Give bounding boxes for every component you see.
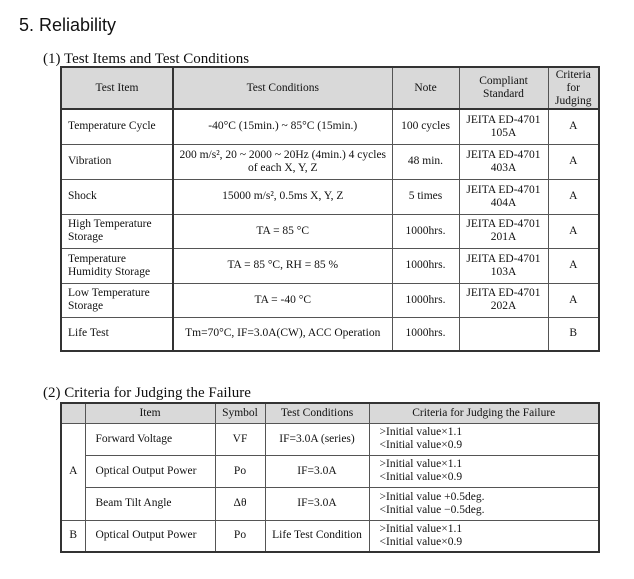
header-compliant-standard: Compliant Standard bbox=[459, 67, 548, 109]
table-row bbox=[61, 455, 599, 487]
compliant-standard: JEITA ED-4701 404A bbox=[459, 179, 548, 214]
test-condition: TA = 85 °C bbox=[173, 214, 392, 248]
table-row bbox=[61, 144, 599, 179]
criteria-symbol: VF bbox=[215, 423, 265, 455]
criteria-table bbox=[60, 402, 600, 553]
test-item: Temperature Humidity Storage bbox=[61, 248, 173, 283]
criteria-item: Optical Output Power bbox=[85, 520, 215, 552]
criteria-limits bbox=[369, 455, 599, 487]
subsection-title-criteria: (2) Criteria for Judging the Failure bbox=[43, 385, 251, 401]
criteria-code: A bbox=[548, 144, 599, 179]
test-condition: 15000 m/s², 0.5ms X, Y, Z bbox=[173, 179, 392, 214]
criteria-condition: IF=3.0A (series) bbox=[265, 423, 369, 455]
criteria-condition: Life Test Condition bbox=[265, 520, 369, 552]
compliant-standard: JEITA ED-4701 403A bbox=[459, 144, 548, 179]
criteria-condition: IF=3.0A bbox=[265, 455, 369, 487]
table-row bbox=[61, 423, 599, 455]
lower-limit: <Initial value×0.9 bbox=[379, 439, 463, 451]
header-test-item: Test Item bbox=[61, 67, 173, 109]
upper-limit: >Initial value×1.1 bbox=[379, 458, 463, 470]
test-item: Temperature Cycle bbox=[61, 109, 173, 144]
table-row bbox=[61, 520, 599, 552]
test-items-table bbox=[60, 66, 600, 352]
header-symbol: Symbol bbox=[215, 403, 265, 423]
test-condition: -40°C (15min.) ~ 85°C (15min.) bbox=[173, 109, 392, 144]
header-item: Item bbox=[85, 403, 215, 423]
test-condition: TA = 85 °C, RH = 85 % bbox=[173, 248, 392, 283]
criteria-symbol: Po bbox=[215, 455, 265, 487]
test-condition: Tm=70°C, IF=3.0A(CW), ACC Operation bbox=[173, 317, 392, 351]
lower-limit: <Initial value −0.5deg. bbox=[379, 503, 485, 516]
table-row bbox=[61, 283, 599, 317]
header-criteria: Criteria for Judging bbox=[548, 67, 599, 109]
criteria-limits bbox=[369, 520, 599, 552]
group-label: A bbox=[61, 423, 85, 520]
criteria-item: Optical Output Power bbox=[85, 455, 215, 487]
criteria-code: A bbox=[548, 179, 599, 214]
criteria-code: B bbox=[548, 317, 599, 351]
compliant-standard: JEITA ED-4701 105A bbox=[459, 109, 548, 144]
test-item: Low Temperature Storage bbox=[61, 283, 173, 317]
test-note: 1000hrs. bbox=[392, 283, 459, 317]
criteria-item: Beam Tilt Angle bbox=[85, 487, 215, 520]
test-note: 5 times bbox=[392, 179, 459, 214]
compliant-standard: JEITA ED-4701 202A bbox=[459, 283, 548, 317]
test-item: High Temperature Storage bbox=[61, 214, 173, 248]
test-note: 1000hrs. bbox=[392, 248, 459, 283]
table-row bbox=[61, 487, 599, 520]
test-condition: 200 m/s², 20 ~ 2000 ~ 20Hz (4min.) 4 cycles of each X, Y, Z bbox=[173, 144, 392, 179]
test-item: Shock bbox=[61, 179, 173, 214]
test-item: Vibration bbox=[61, 144, 173, 179]
criteria-symbol: Δθ bbox=[215, 487, 265, 520]
criteria-symbol: Po bbox=[215, 520, 265, 552]
table-row bbox=[61, 317, 599, 351]
test-note: 1000hrs. bbox=[392, 317, 459, 351]
header-test-conditions: Test Conditions bbox=[265, 403, 369, 423]
test-note: 1000hrs. bbox=[392, 214, 459, 248]
criteria-code: A bbox=[548, 214, 599, 248]
compliant-standard bbox=[459, 317, 548, 351]
header-criteria: Criteria for Judging the Failure bbox=[369, 403, 599, 423]
criteria-item: Forward Voltage bbox=[85, 423, 215, 455]
criteria-condition: IF=3.0A bbox=[265, 487, 369, 520]
lower-limit: <Initial value×0.9 bbox=[379, 471, 463, 483]
compliant-standard: JEITA ED-4701 201A bbox=[459, 214, 548, 248]
compliant-standard: JEITA ED-4701 103A bbox=[459, 248, 548, 283]
test-condition: TA = -40 °C bbox=[173, 283, 392, 317]
subsection-title-test-items: (1) Test Items and Test Conditions bbox=[43, 51, 250, 67]
criteria-limits bbox=[369, 423, 599, 455]
test-item: Life Test bbox=[61, 317, 173, 351]
section-title: 5. Reliability bbox=[19, 15, 117, 35]
header-group bbox=[61, 403, 85, 423]
table-row bbox=[61, 179, 599, 214]
upper-limit: >Initial value×1.1 bbox=[379, 426, 463, 438]
criteria-limits bbox=[369, 487, 599, 520]
criteria-code: A bbox=[548, 109, 599, 144]
criteria-code: A bbox=[548, 283, 599, 317]
upper-limit: >Initial value×1.1 bbox=[379, 522, 463, 535]
table-row bbox=[61, 109, 599, 144]
group-label: B bbox=[61, 520, 85, 552]
test-note: 48 min. bbox=[392, 144, 459, 179]
table-row bbox=[61, 214, 599, 248]
header-note: Note bbox=[392, 67, 459, 109]
upper-limit: >Initial value +0.5deg. bbox=[379, 490, 485, 503]
criteria-code: A bbox=[548, 248, 599, 283]
table-row bbox=[61, 248, 599, 283]
test-note: 100 cycles bbox=[392, 109, 459, 144]
header-test-conditions: Test Conditions bbox=[173, 67, 392, 109]
lower-limit: <Initial value×0.9 bbox=[379, 535, 463, 548]
